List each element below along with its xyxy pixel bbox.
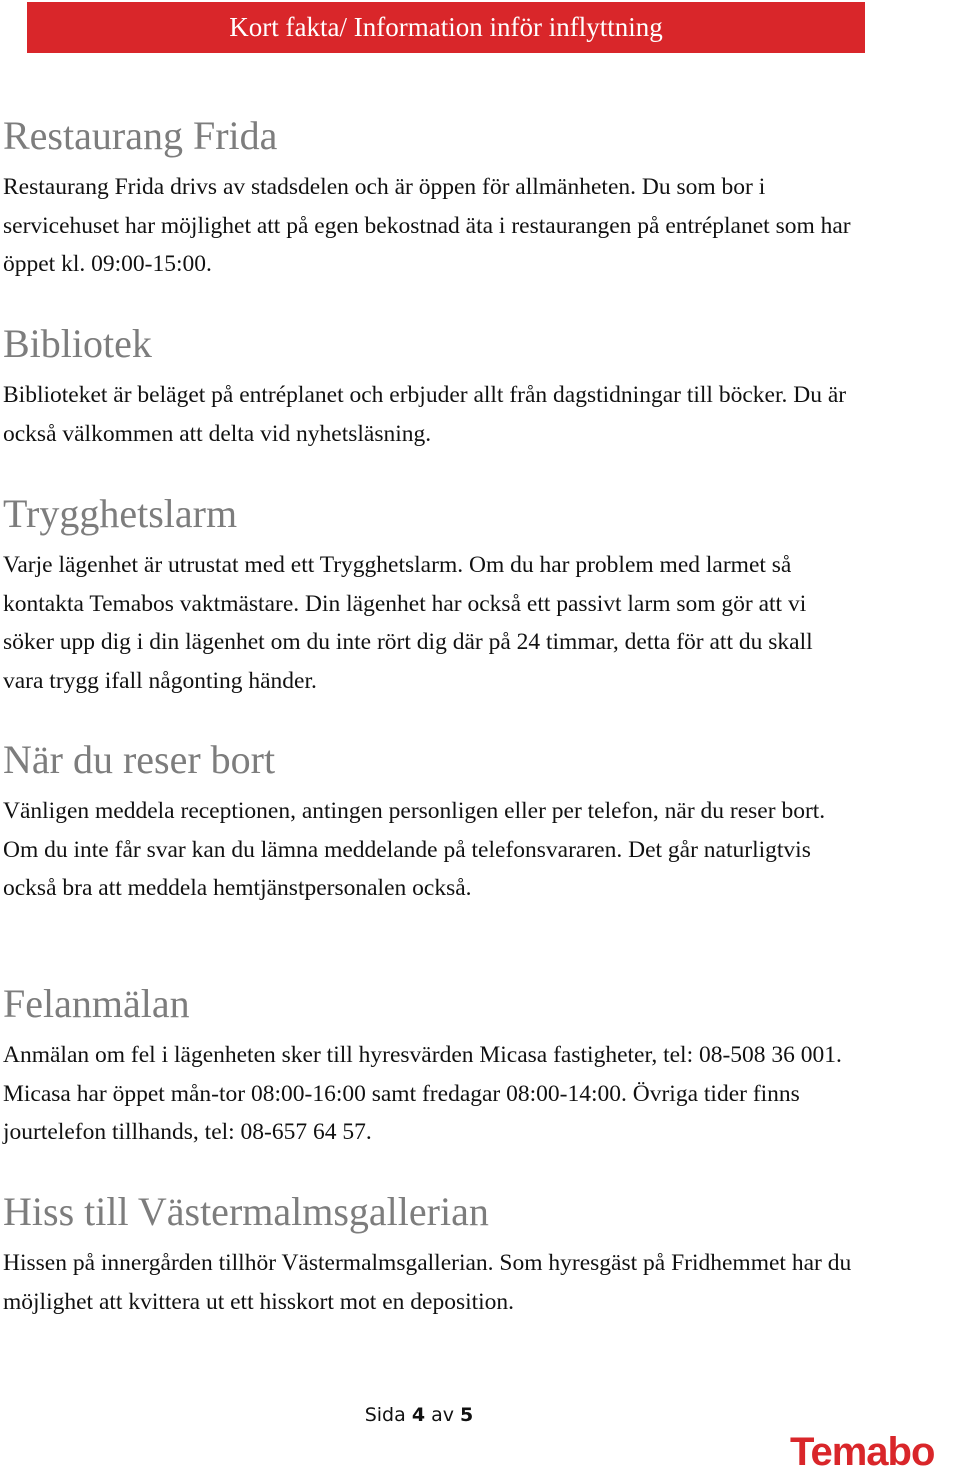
paragraph-bibliotek: Biblioteket är beläget på entréplanet och erbjuder allt från dagstidningar till böcker. Du är också välkommen att delta vid nyhetsläsning. — [3, 382, 847, 447]
heading-restaurang-frida: Restaurang Frida — [3, 113, 278, 158]
page-number-total: 5 — [460, 1404, 474, 1426]
heading-nar-du-reser-bort: När du reser bort — [3, 737, 276, 782]
heading-hiss-till-vastermalmsgallerian: Hiss till Västermalmsgallerian — [3, 1189, 489, 1234]
page-number — [0, 1404, 838, 1426]
document-header-banner — [27, 2, 865, 53]
page-number-separator: av — [431, 1404, 454, 1426]
paragraph-hiss-till-vastermalmsgallerian: Hissen på innergården tillhör Västermalmsgallerian. Som hyresgäst på Fridhemmet har du möjlighet att kvittera ut ett hisskort mot en deposition. — [3, 1250, 852, 1315]
page-number-prefix: Sida — [364, 1404, 406, 1426]
temabo-logo: Temabo — [790, 1430, 935, 1474]
paragraph-restaurang-frida: Restaurang Frida drivs av stadsdelen och är öppen för allmänheten. Du som bor i servicehuset har möjlighet att på egen bekostnad äta i restaurangen på entréplanet som har öppet kl. 09:00-15:00. — [3, 174, 851, 277]
heading-bibliotek: Bibliotek — [3, 321, 152, 366]
paragraph-felanmalan: Anmälan om fel i lägenheten sker till hyresvärden Micasa fastigheter, tel: 08-508 36 001. Micasa har öppet mån-tor 08:00-16:00 samt fredagar 08:00-14:00. Övriga tider finns jourtelefon tillhands, tel: 08-657 64 57. — [3, 1042, 842, 1145]
paragraph-nar-du-reser-bort: Vänligen meddela receptionen, antingen personligen eller per telefon, när du reser bort. Om du inte får svar kan du lämna meddelande på telefonsvararen. Det går naturligtvis också bra att meddela hemtjänstpersonalen också. — [3, 798, 826, 901]
page-number-current: 4 — [411, 1404, 426, 1426]
paragraph-trygghetslarm: Varje lägenhet är utrustat med ett Trygghetslarm. Om du har problem med larmet så kontakta Temabos vaktmästare. Din lägenhet har också ett passivt larm som gör att vi söker upp dig i din lägenhet om du inte rört dig där på 24 timmar, detta för att du skall vara trygg ifall någonting händer. — [3, 552, 813, 694]
heading-trygghetslarm: Trygghetslarm — [3, 491, 238, 536]
heading-felanmalan: Felanmälan — [3, 981, 190, 1026]
document-header-title: Kort fakta/ Information inför inflyttning — [229, 12, 663, 42]
